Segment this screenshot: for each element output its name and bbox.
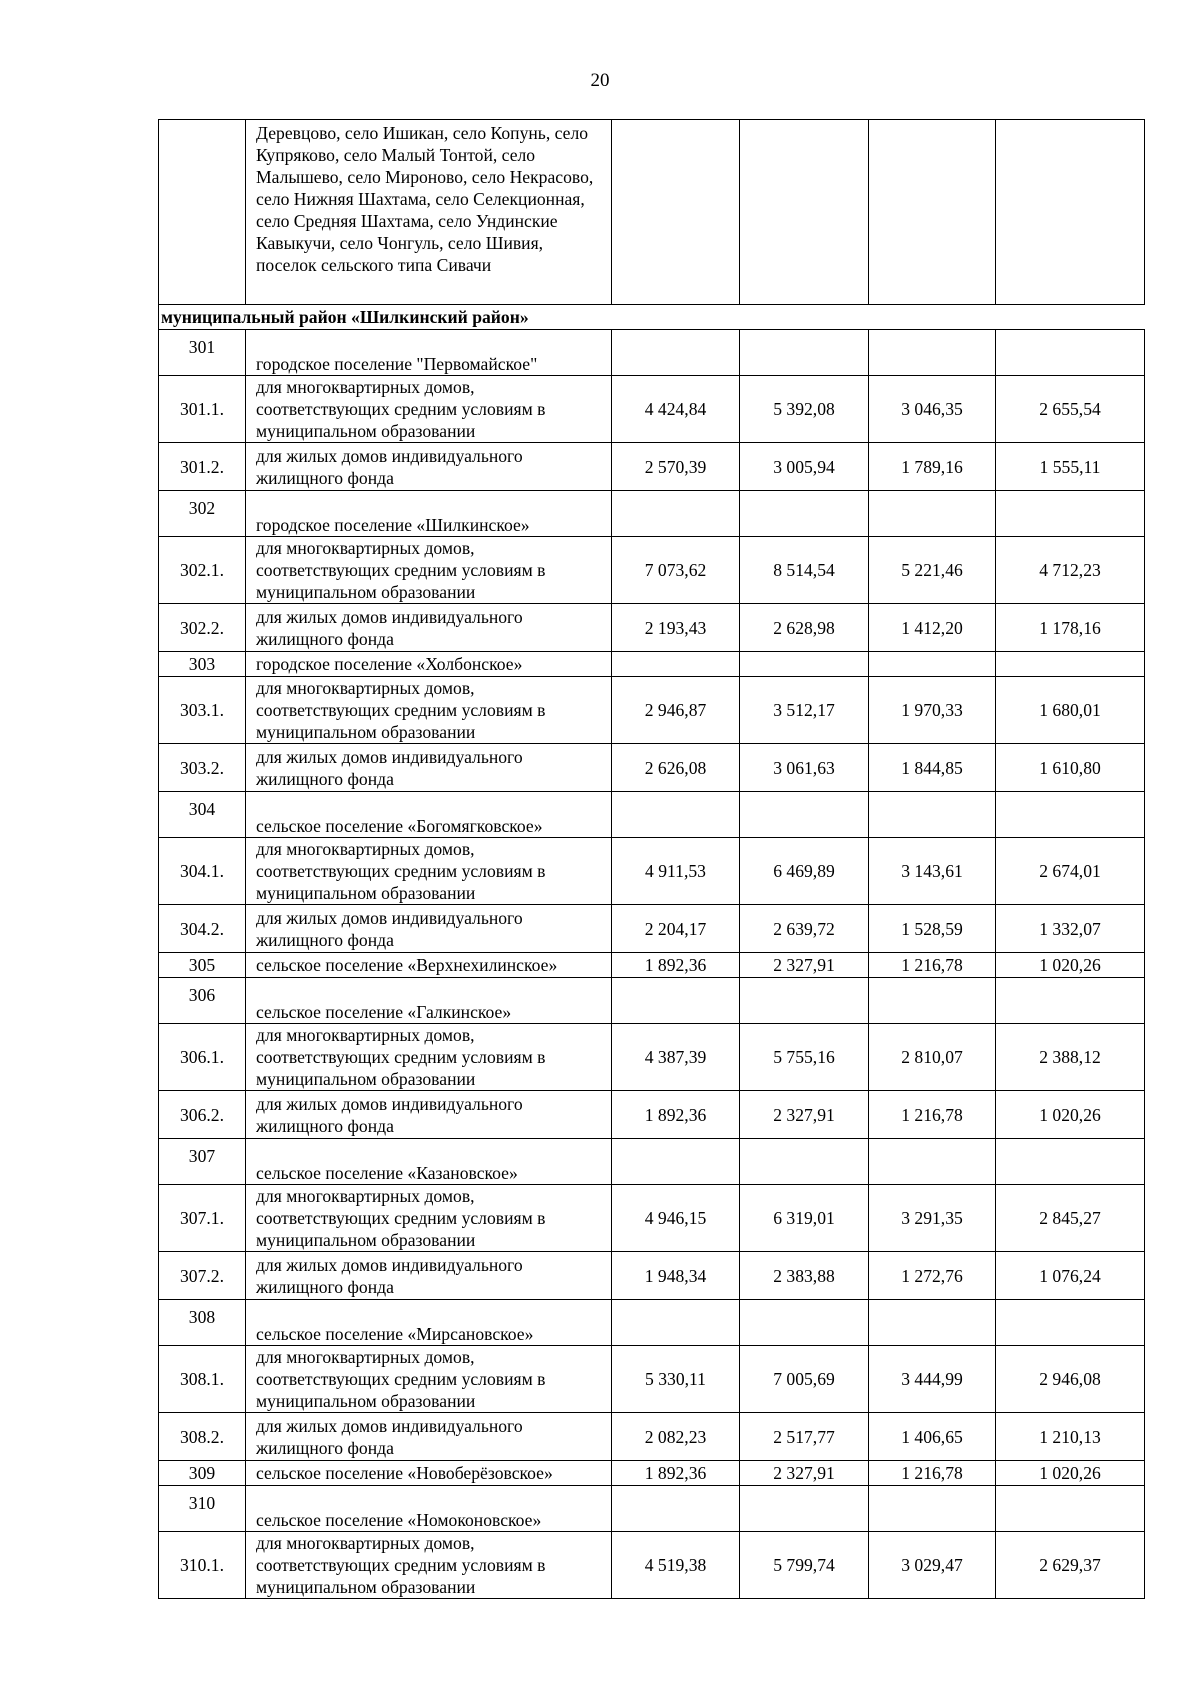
value-cell-3: 1 970,33 (869, 677, 996, 744)
table-row (159, 1532, 1145, 1599)
value-cell-2 (740, 1139, 869, 1185)
value-cell-1: 4 946,15 (612, 1185, 740, 1252)
value-cell-2: 2 628,98 (740, 604, 869, 652)
row-description-cell: для жилых домов индивидуального жилищного фонда (246, 1252, 612, 1300)
table-row (159, 792, 1145, 838)
value-cell-3: 1 412,20 (869, 604, 996, 652)
row-description-cell: городское поселение «Холбонское» (246, 652, 612, 677)
value-cell-3: 3 029,47 (869, 1532, 996, 1599)
value-cell-2: 2 383,88 (740, 1252, 869, 1300)
table-row (159, 978, 1145, 1024)
table-row (159, 1024, 1145, 1091)
value-cell-4 (996, 1300, 1145, 1346)
value-cell-3: 1 272,76 (869, 1252, 996, 1300)
table-row (159, 953, 1145, 978)
value-cell-2: 6 469,89 (740, 838, 869, 905)
value-cell-2: 7 005,69 (740, 1346, 869, 1413)
value-cell-4: 2 629,37 (996, 1532, 1145, 1599)
row-description-cell: для многоквартирных домов, соответствующих средним условиям в муниципальном образовании (246, 1185, 612, 1252)
value-cell-4: 1 210,13 (996, 1413, 1145, 1461)
value-cell-3: 1 844,85 (869, 744, 996, 792)
row-description-cell: для многоквартирных домов, соответствующих средним условиям в муниципальном образовании (246, 1024, 612, 1091)
value-cell-3: 2 810,07 (869, 1024, 996, 1091)
row-number-cell: 301.2. (159, 443, 246, 491)
table-row (159, 744, 1145, 792)
value-cell-1 (612, 1486, 740, 1532)
row-number-cell: 310.1. (159, 1532, 246, 1599)
row-description-cell: для многоквартирных домов, соответствующих средним условиям в муниципальном образовании (246, 838, 612, 905)
value-cell-4: 1 610,80 (996, 744, 1145, 792)
table-row (159, 838, 1145, 905)
table-row (159, 1346, 1145, 1413)
row-description-cell: для многоквартирных домов, соответствующих средним условиям в муниципальном образовании (246, 537, 612, 604)
table-row (159, 443, 1145, 491)
value-cell-2 (740, 1486, 869, 1532)
value-cell (612, 120, 740, 305)
table-row (159, 1252, 1145, 1300)
value-cell-4: 2 845,27 (996, 1185, 1145, 1252)
table-row (159, 1091, 1145, 1139)
value-cell-2: 3 005,94 (740, 443, 869, 491)
value-cell-4 (996, 1139, 1145, 1185)
table-row (159, 1486, 1145, 1532)
row-number-cell: 306 (159, 978, 246, 1024)
district-title: муниципальный район «Шилкинский район» (159, 305, 612, 330)
row-number-cell: 308 (159, 1300, 246, 1346)
value-cell-4: 1 076,24 (996, 1252, 1145, 1300)
value-cell-3: 1 406,65 (869, 1413, 996, 1461)
value-cell-2: 2 639,72 (740, 905, 869, 953)
value-cell-2 (740, 652, 869, 677)
value-cell-2: 2 327,91 (740, 953, 869, 978)
value-cell-2: 6 319,01 (740, 1185, 869, 1252)
value-cell-4: 1 555,11 (996, 443, 1145, 491)
row-number-cell: 302.2. (159, 604, 246, 652)
table-row (159, 604, 1145, 652)
value-cell-1: 2 193,43 (612, 604, 740, 652)
table-row (159, 537, 1145, 604)
value-cell-2: 5 755,16 (740, 1024, 869, 1091)
row-description-cell: сельское поселение «Верхнехилинское» (246, 953, 612, 978)
value-cell-2 (740, 491, 869, 537)
table-row (159, 905, 1145, 953)
value-cell-1: 1 892,36 (612, 953, 740, 978)
table-row (159, 677, 1145, 744)
value-cell-1: 4 387,39 (612, 1024, 740, 1091)
value-cell-2 (740, 330, 869, 376)
value-cell-1 (612, 978, 740, 1024)
table-row (159, 652, 1145, 677)
value-cell-3: 1 789,16 (869, 443, 996, 491)
row-description-cell: для многоквартирных домов, соответствующих средним условиям в муниципальном образовании (246, 1346, 612, 1413)
value-cell-2: 2 517,77 (740, 1413, 869, 1461)
table-row (159, 491, 1145, 537)
value-cell-3: 3 046,35 (869, 376, 996, 443)
value-cell-1 (612, 330, 740, 376)
value-cell-1: 4 519,38 (612, 1532, 740, 1599)
row-number-cell: 303.1. (159, 677, 246, 744)
row-number-cell: 308.1. (159, 1346, 246, 1413)
row-description-cell: для жилых домов индивидуального жилищного фонда (246, 1091, 612, 1139)
row-number-cell: 304 (159, 792, 246, 838)
value-cell-4: 2 655,54 (996, 376, 1145, 443)
value-cell-1: 7 073,62 (612, 537, 740, 604)
row-number-cell: 310 (159, 1486, 246, 1532)
value-cell-3: 3 291,35 (869, 1185, 996, 1252)
table-row (159, 376, 1145, 443)
district-header-row (159, 305, 1145, 330)
row-description-cell: сельское поселение «Номоконовское» (246, 1486, 612, 1532)
value-cell-3: 5 221,46 (869, 537, 996, 604)
row-number-cell: 307 (159, 1139, 246, 1185)
value-cell-1: 1 892,36 (612, 1091, 740, 1139)
row-number-cell: 305 (159, 953, 246, 978)
value-cell-4: 1 332,07 (996, 905, 1145, 953)
row-description-cell: для многоквартирных домов, соответствующих средним условиям в муниципальном образовании (246, 677, 612, 744)
value-cell-1: 2 946,87 (612, 677, 740, 744)
row-number-cell: 307.2. (159, 1252, 246, 1300)
row-description-cell: сельское поселение «Мирсановское» (246, 1300, 612, 1346)
row-number-cell (159, 120, 246, 305)
row-number-cell: 306.2. (159, 1091, 246, 1139)
row-number-cell: 302.1. (159, 537, 246, 604)
row-number-cell: 301.1. (159, 376, 246, 443)
value-cell (869, 120, 996, 305)
row-description-cell: для жилых домов индивидуального жилищного фонда (246, 1413, 612, 1461)
continuation-description: Деревцово, село Ишикан, село Копунь, село Купряково, село Малый Тонтой, село Малышево, село Мироново, село Некрасово, село Нижняя Шахтама, село Селекционная, село Средняя Шахтама, село Ундинские Кавыкучи, село Чонгуль, село Шивия, поселок сельского типа Сивачи (246, 120, 612, 305)
table-row (159, 1185, 1145, 1252)
value-cell-4: 1 020,26 (996, 1461, 1145, 1486)
page-number: 20 (590, 70, 610, 91)
value-cell-3 (869, 1486, 996, 1532)
value-cell-2: 3 061,63 (740, 744, 869, 792)
tariff-table (158, 119, 1145, 1599)
value-cell-4: 1 178,16 (996, 604, 1145, 652)
value-cell-4: 2 674,01 (996, 838, 1145, 905)
row-number-cell: 304.2. (159, 905, 246, 953)
value-cell-1: 4 911,53 (612, 838, 740, 905)
table-row (159, 1461, 1145, 1486)
value-cell-4: 1 020,26 (996, 1091, 1145, 1139)
value-cell-3 (869, 1300, 996, 1346)
value-cell-2: 2 327,91 (740, 1091, 869, 1139)
value-cell-3 (869, 1139, 996, 1185)
value-cell-1: 2 570,39 (612, 443, 740, 491)
value-cell-1: 5 330,11 (612, 1346, 740, 1413)
value-cell-2: 5 392,08 (740, 376, 869, 443)
value-cell-4 (996, 652, 1145, 677)
value-cell-4 (996, 330, 1145, 376)
row-description-cell: для жилых домов индивидуального жилищного фонда (246, 443, 612, 491)
row-number-cell: 307.1. (159, 1185, 246, 1252)
value-cell-4 (996, 792, 1145, 838)
value-cell-3 (869, 330, 996, 376)
value-cell-2: 5 799,74 (740, 1532, 869, 1599)
row-number-cell: 309 (159, 1461, 246, 1486)
value-cell-1: 4 424,84 (612, 376, 740, 443)
value-cell-4 (996, 491, 1145, 537)
value-cell-4 (996, 1486, 1145, 1532)
value-cell-1 (612, 1139, 740, 1185)
row-description-cell: городское поселение "Первомайское" (246, 330, 612, 376)
value-cell-2: 3 512,17 (740, 677, 869, 744)
value-cell-1 (612, 1300, 740, 1346)
value-cell-4: 1 020,26 (996, 953, 1145, 978)
value-cell-4: 1 680,01 (996, 677, 1145, 744)
table-row (159, 1300, 1145, 1346)
value-cell-4: 2 388,12 (996, 1024, 1145, 1091)
row-number-cell: 303.2. (159, 744, 246, 792)
value-cell-1 (612, 652, 740, 677)
table-row (159, 1139, 1145, 1185)
value-cell-1 (612, 792, 740, 838)
value-cell-1: 2 204,17 (612, 905, 740, 953)
row-description-cell: сельское поселение «Богомягковское» (246, 792, 612, 838)
value-cell-3 (869, 652, 996, 677)
value-cell-3 (869, 491, 996, 537)
value-cell-1: 1 892,36 (612, 1461, 740, 1486)
row-number-cell: 306.1. (159, 1024, 246, 1091)
row-description-cell: сельское поселение «Галкинское» (246, 978, 612, 1024)
value-cell-3: 3 444,99 (869, 1346, 996, 1413)
value-cell-2: 8 514,54 (740, 537, 869, 604)
row-number-cell: 304.1. (159, 838, 246, 905)
row-number-cell: 302 (159, 491, 246, 537)
row-description-cell: сельское поселение «Новоберёзовское» (246, 1461, 612, 1486)
value-cell-4: 2 946,08 (996, 1346, 1145, 1413)
value-cell-3: 1 216,78 (869, 1461, 996, 1486)
value-cell-4: 4 712,23 (996, 537, 1145, 604)
row-description-cell: для многоквартирных домов, соответствующих средним условиям в муниципальном образовании (246, 376, 612, 443)
value-cell-2 (740, 1300, 869, 1346)
row-description-cell: сельское поселение «Казановское» (246, 1139, 612, 1185)
value-cell-1: 1 948,34 (612, 1252, 740, 1300)
continuation-row (159, 120, 1145, 305)
row-description-cell: для жилых домов индивидуального жилищного фонда (246, 744, 612, 792)
value-cell-1: 2 626,08 (612, 744, 740, 792)
row-description-cell: для жилых домов индивидуального жилищного фонда (246, 905, 612, 953)
value-cell-4 (996, 978, 1145, 1024)
row-number-cell: 308.2. (159, 1413, 246, 1461)
value-cell-2 (740, 792, 869, 838)
value-cell-3: 1 216,78 (869, 1091, 996, 1139)
value-cell (740, 120, 869, 305)
row-number-cell: 301 (159, 330, 246, 376)
row-description-cell: для жилых домов индивидуального жилищного фонда (246, 604, 612, 652)
value-cell-1 (612, 491, 740, 537)
tariff-table-body (159, 120, 1145, 1599)
row-description-cell: для многоквартирных домов, соответствующих средним условиям в муниципальном образовании (246, 1532, 612, 1599)
value-cell-3 (869, 978, 996, 1024)
value-cell-2: 2 327,91 (740, 1461, 869, 1486)
value-cell-1: 2 082,23 (612, 1413, 740, 1461)
value-cell (996, 120, 1145, 305)
table-row (159, 1413, 1145, 1461)
value-cell-3: 1 528,59 (869, 905, 996, 953)
value-cell-3: 1 216,78 (869, 953, 996, 978)
row-number-cell: 303 (159, 652, 246, 677)
value-cell-2 (740, 978, 869, 1024)
table-row (159, 330, 1145, 376)
row-description-cell: городское поселение «Шилкинское» (246, 491, 612, 537)
district-blank-cell (612, 305, 1145, 330)
value-cell-3 (869, 792, 996, 838)
value-cell-3: 3 143,61 (869, 838, 996, 905)
